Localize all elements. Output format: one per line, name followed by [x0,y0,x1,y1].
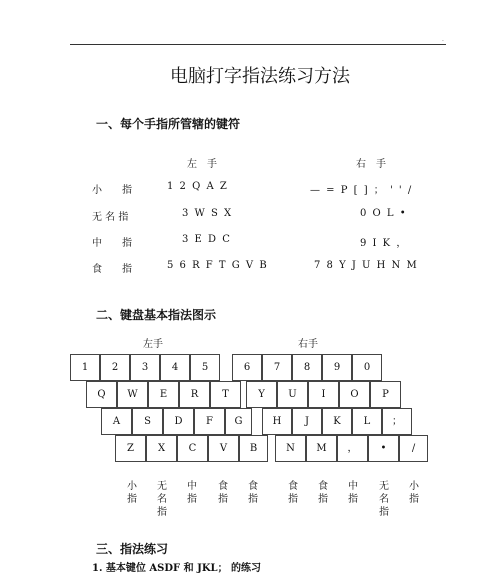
section3-heading: 三、指法练习 [96,542,169,556]
finger-label: 无 名 指 [157,481,167,518]
finger-label: 食 指 [288,481,298,505]
row-right-keys: 0 O L • [360,208,406,219]
key: E [148,381,179,408]
row-left-keys: 3 E D C [182,234,230,245]
finger-label: 无 名 指 [379,481,389,518]
section3-subheading: 1. 基本键位 ASDF 和 JKL； 的练习 [92,563,262,574]
key: 7 [262,354,292,381]
key: O [339,381,370,408]
key: 6 [232,354,262,381]
row-right-keys: — = P [ ] ； ' ' / [310,185,412,196]
row-left-keys: 3 W S X [182,208,232,219]
key: T [210,381,241,408]
key: A [101,408,132,435]
finger-label: 食 指 [248,481,258,505]
key: U [277,381,308,408]
key: N [275,435,306,462]
key: 1 [70,354,100,381]
key: S [132,408,163,435]
key: M [306,435,337,462]
finger-label: 食 指 [218,481,228,505]
key: ； [382,408,412,435]
row-left-keys: 1 2 Q A Z [167,181,227,192]
section1-heading: 一、每个手指所管辖的键符 [96,117,241,131]
row-finger: 食 指 [92,264,132,275]
key: X [146,435,177,462]
row-left-keys: 5 6 R F T G V B [167,260,267,271]
finger-label: 小 指 [409,481,419,505]
row-right-keys: 9 I K ， [360,238,407,249]
key: L [352,408,382,435]
key: W [117,381,148,408]
top-rule [70,44,446,45]
key: B [239,435,268,462]
row-finger: 中 指 [92,238,132,249]
keyboard-left-label: 左手 [143,339,163,350]
key: P [370,381,401,408]
key: Z [115,435,146,462]
finger-label: 中 指 [348,481,358,505]
key: F [194,408,225,435]
key: 5 [190,354,220,381]
key: 9 [322,354,352,381]
row-finger: 小 指 [92,185,132,196]
finger-label: 中 指 [187,481,197,505]
corner-mark: · [442,38,444,45]
row-finger: 无 名 指 [92,212,129,223]
key: • [368,435,399,462]
keyboard-right-label: 右手 [298,339,318,350]
left-hand-header: 左 手 [187,159,217,170]
finger-label: 食 指 [318,481,328,505]
key: R [179,381,210,408]
key: 4 [160,354,190,381]
key: D [163,408,194,435]
key: 2 [100,354,130,381]
key: C [177,435,208,462]
key: / [399,435,428,462]
key: I [308,381,339,408]
key: H [262,408,292,435]
row-right-keys: 7 8 Y J U H N M [314,260,417,271]
key: 3 [130,354,160,381]
finger-label: 小 指 [127,481,137,505]
key: K [322,408,352,435]
key: J [292,408,322,435]
key: 8 [292,354,322,381]
key: Q [86,381,117,408]
key: V [208,435,239,462]
key: ， [337,435,368,462]
page-title: 电脑打字指法练习方法 [170,66,350,87]
key: G [225,408,252,435]
right-hand-header: 右 手 [356,159,386,170]
key: 0 [352,354,382,381]
section2-heading: 二、键盘基本指法图示 [96,308,217,322]
key: Y [246,381,277,408]
